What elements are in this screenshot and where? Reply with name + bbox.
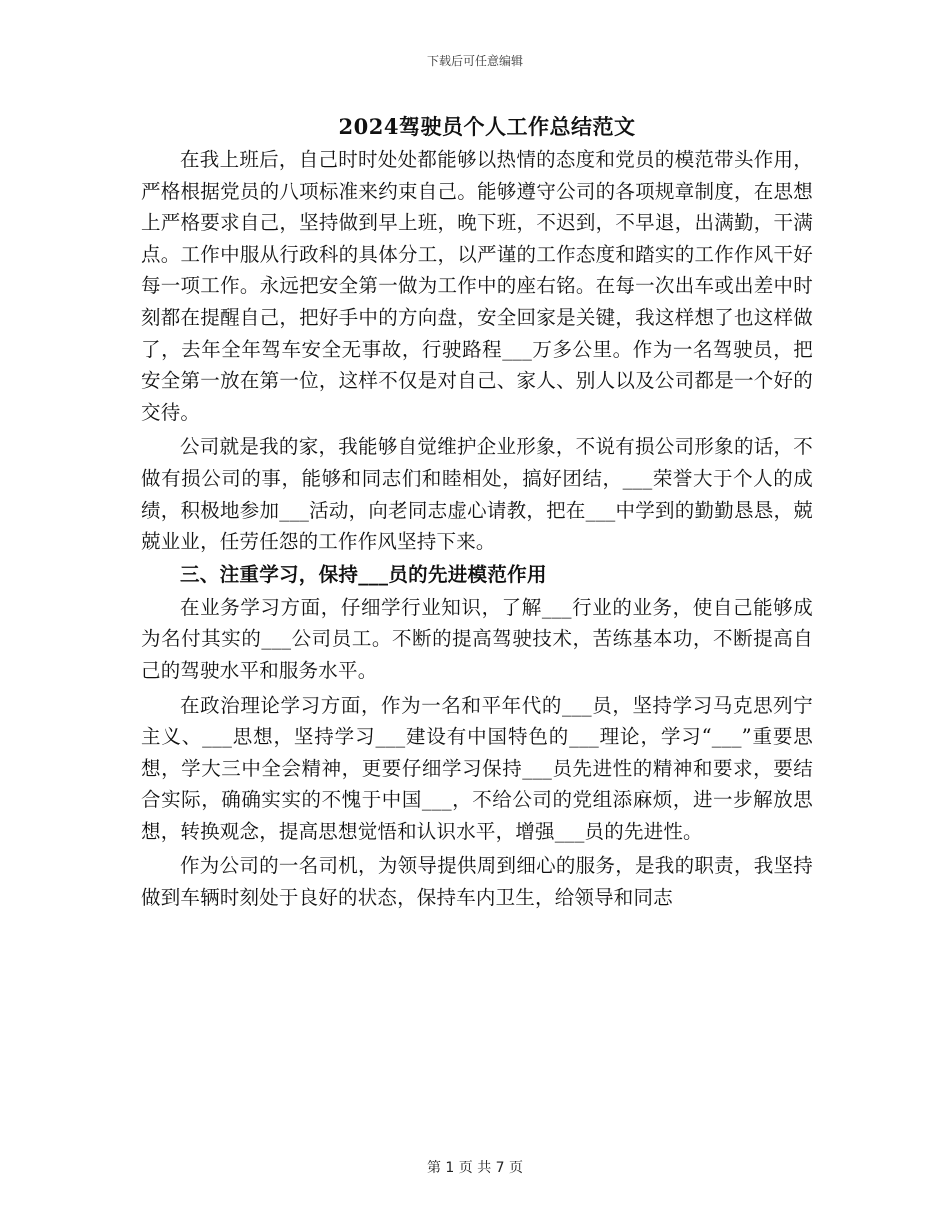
document-body xyxy=(141,110,813,914)
page-footer-number: 第 1 页 共 7 页 xyxy=(426,1160,524,1176)
body-paragraph: 在政治理论学习方面，作为一名和平年代的___员，坚持学习马克思列宁主义、___思想，坚持学习___建设有中国特色的___理论，学习“___”重要思想，学大三中全会精神，更要仔细学习保持___员先进性的精神和要求，要结合实际，确确实实的不愧于中国___，不给公司的党组添麻烦，进一步解放思想，转换观念，提高思想觉悟和认识水平，增强___员的先进性。 xyxy=(141,693,813,843)
document-title: 2024驾驶员个人工作总结范文 xyxy=(338,114,636,139)
section-heading: 三、注重学习，保持___员的先进模范作用 xyxy=(180,562,547,586)
page-header-note: 下载后可任意编辑 xyxy=(426,54,523,68)
body-paragraph: 作为公司的一名司机，为领导提供周到细心的服务，是我的职责，我坚持做到车辆时刻处于良好的状态，保持车内卫生，给领导和同志 xyxy=(141,854,813,910)
body-paragraph: 在我上班后，自己时时处处都能够以热情的态度和党员的模范带头作用，严格根据党员的八项标准来约束自己。能够遵守公司的各项规章制度，在思想上严格要求自己，坚持做到早上班，晚下班，不迟到，不早退，出满勤，干满点。工作中服从行政科的具体分工，以严谨的工作态度和踏实的工作作风干好每一项工作。永远把安全第一做为工作中的座右铭。在每一次出车或出差中时刻都在提醒自己，把好手中的方向盘，安全回家是关键，我这样想了也这样做了，去年全年驾车安全无事故，行驶路程___万多公里。作为一名驾驶员，把安全第一放在第一位，这样不仅是对自己、家人、别人以及公司都是一个好的交待。 xyxy=(141,148,813,424)
body-paragraph: 在业务学习方面，仔细学行业知识，了解___行业的业务，使自己能够成为名付其实的___公司员工。不断的提高驾驶技术，苦练基本功，不断提高自己的驾驶水平和服务水平。 xyxy=(141,595,813,682)
body-paragraph: 公司就是我的家，我能够自觉维护企业形象，不说有损公司形象的话，不做有损公司的事，能够和同志们和睦相处，搞好团结，___荣誉大于个人的成绩，积极地参加___活动，向老同志虚心请教，把在___中学到的勤勤恳恳，兢兢业业，任劳任怨的工作作风坚持下来。 xyxy=(141,435,813,554)
